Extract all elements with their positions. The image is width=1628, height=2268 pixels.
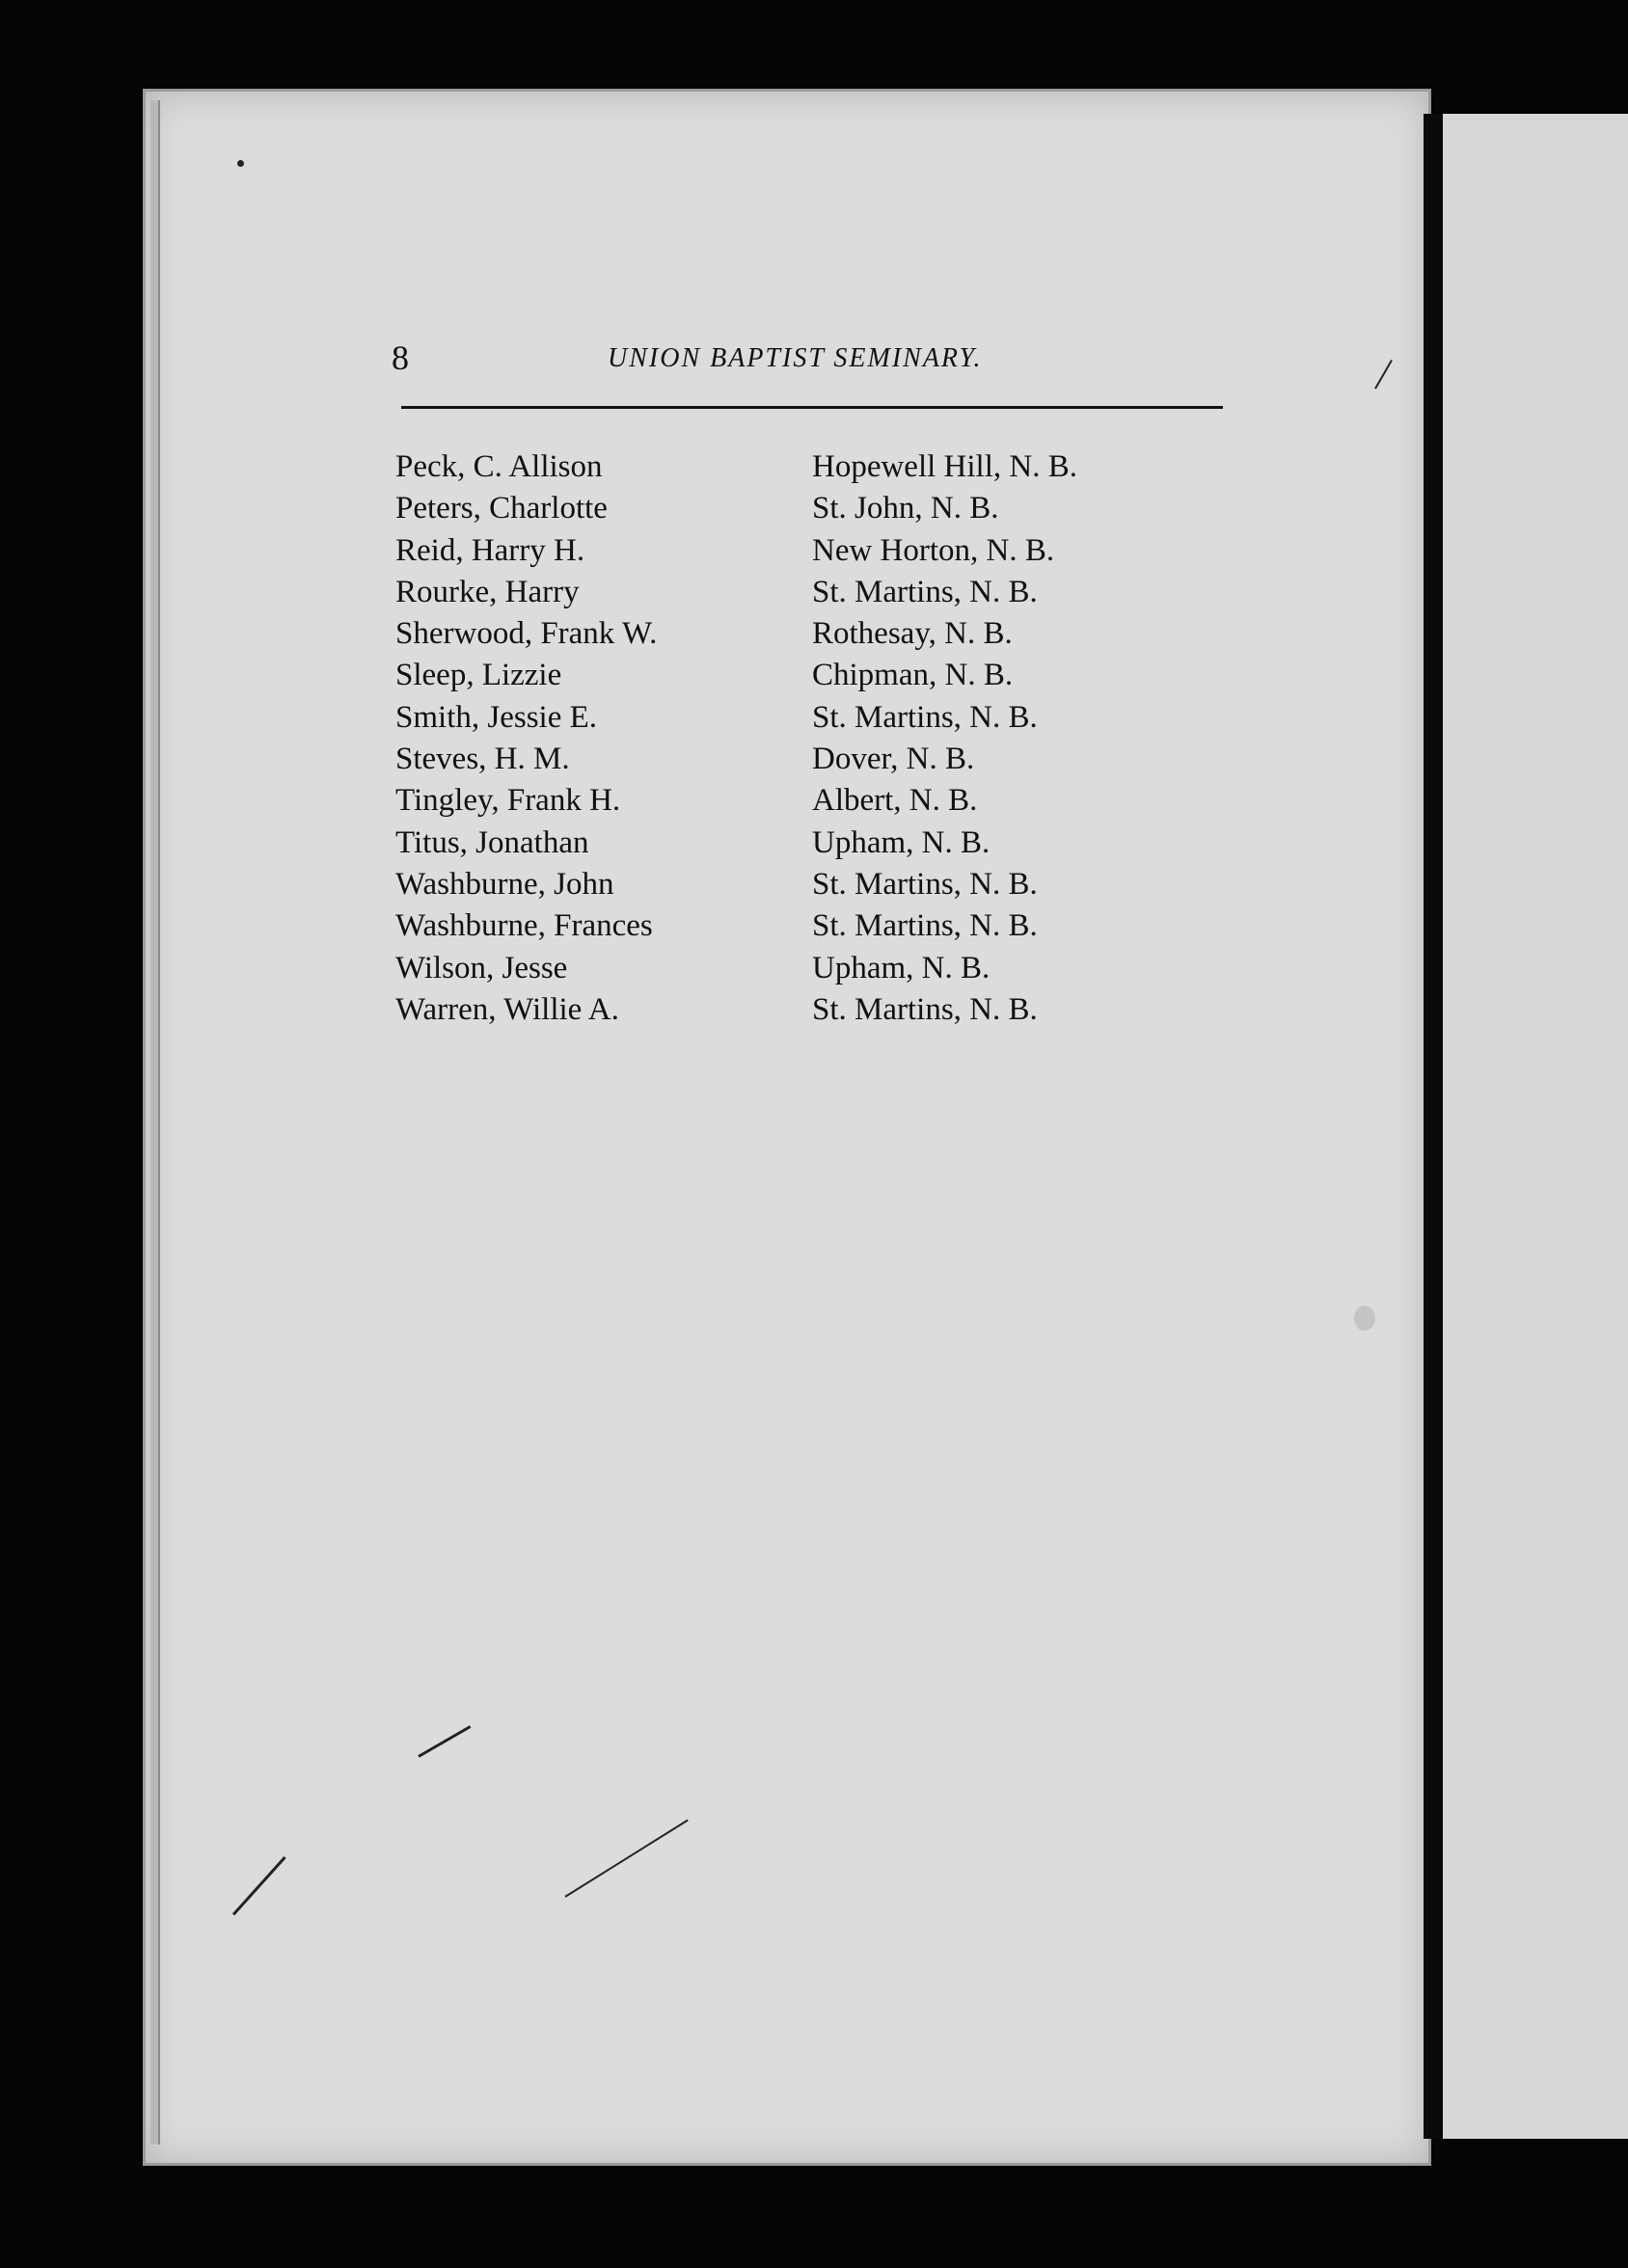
student-name: Washburne, Frances (395, 908, 653, 944)
student-place: St. Martins, N. B. (812, 908, 1038, 944)
student-place: Hopewell Hill, N. B. (812, 449, 1077, 484)
roster-row (395, 742, 1263, 783)
student-name: Titus, Jonathan (395, 824, 589, 860)
student-roster (395, 449, 1263, 1034)
roster-row (395, 616, 1263, 658)
student-place: St. Martins, N. B. (812, 991, 1038, 1027)
roster-row (395, 908, 1263, 950)
student-name: Warren, Willie A. (395, 991, 619, 1027)
book-spine (1424, 114, 1445, 2139)
roster-row (395, 783, 1263, 824)
roster-row (395, 575, 1263, 616)
header-rule (401, 406, 1223, 409)
page-number: 8 (392, 338, 409, 377)
student-place: New Horton, N. B. (812, 532, 1055, 568)
scan-speck (237, 160, 244, 167)
roster-row (395, 951, 1263, 992)
student-place: St. John, N. B. (812, 491, 999, 526)
page-edge (150, 100, 160, 2145)
student-name: Sherwood, Frank W. (395, 616, 658, 652)
roster-row (395, 491, 1263, 532)
book-page (143, 89, 1431, 2166)
roster-row (395, 658, 1263, 699)
student-name: Reid, Harry H. (395, 532, 585, 568)
roster-row (395, 867, 1263, 908)
student-name: Washburne, John (395, 866, 614, 902)
student-place: Albert, N. B. (812, 783, 978, 819)
student-name: Tingley, Frank H. (395, 783, 621, 819)
running-title: UNION BAPTIST SEMINARY. (608, 343, 983, 373)
student-place: St. Martins, N. B. (812, 574, 1038, 609)
student-place: St. Martins, N. B. (812, 699, 1038, 735)
roster-row (395, 992, 1263, 1034)
scan-speck (1354, 1306, 1375, 1331)
roster-row (395, 700, 1263, 742)
student-place: Upham, N. B. (812, 824, 990, 860)
page-header (392, 338, 1221, 386)
student-place: Rothesay, N. B. (812, 616, 1013, 652)
student-name: Smith, Jessie E. (395, 699, 598, 735)
roster-row (395, 449, 1263, 491)
student-place: Dover, N. B. (812, 742, 975, 777)
student-place: Chipman, N. B. (812, 658, 1014, 693)
student-place: Upham, N. B. (812, 950, 990, 986)
student-name: Rourke, Harry (395, 574, 580, 609)
roster-row (395, 825, 1263, 867)
facing-page (1443, 114, 1628, 2139)
student-name: Steves, H. M. (395, 742, 570, 777)
student-name: Peters, Charlotte (395, 491, 608, 526)
student-place: St. Martins, N. B. (812, 866, 1038, 902)
student-name: Sleep, Lizzie (395, 658, 562, 693)
student-name: Wilson, Jesse (395, 950, 568, 986)
student-name: Peck, C. Allison (395, 449, 603, 484)
roster-row (395, 533, 1263, 575)
